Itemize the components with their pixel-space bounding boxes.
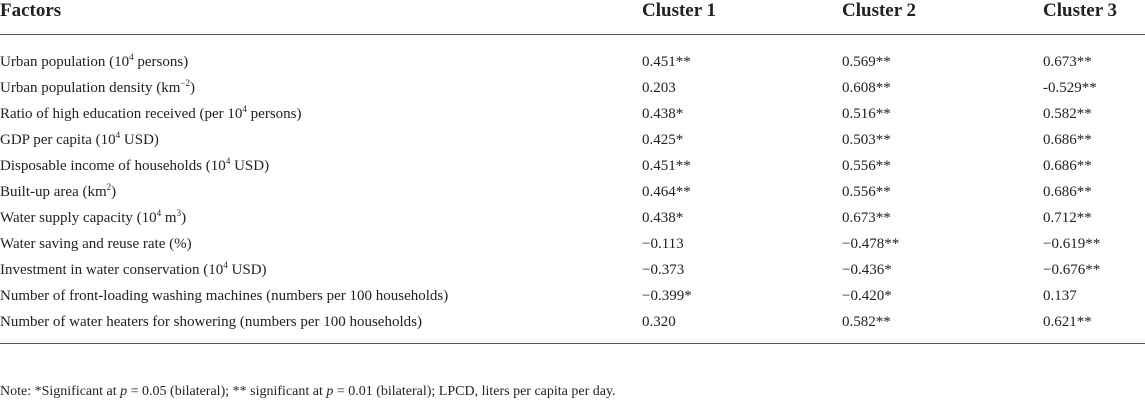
cell-cluster-2: −0.420*	[842, 288, 892, 304]
table-row	[0, 75, 1145, 101]
header-factors: Factors	[0, 0, 642, 35]
cell-cluster-3: -0.529**	[1043, 80, 1097, 96]
factor-text-suffix: )	[111, 184, 117, 200]
cell-cluster-3: 0.686**	[1043, 184, 1092, 200]
factor-text: Investment in water conservation (10	[0, 262, 224, 278]
factor-superscript: 4	[223, 260, 228, 270]
cell-cluster-1: 0.438*	[642, 210, 684, 226]
table-header	[0, 0, 1145, 35]
cell-cluster-2: 0.516**	[842, 106, 891, 122]
factor-text-suffix-2: )	[181, 210, 187, 226]
header-cluster-3: Cluster 3	[1043, 0, 1145, 35]
factor-text-suffix: USD)	[120, 132, 159, 148]
note-mid-2: = 0.01 (bilateral); LPCD, liters per capita per day.	[333, 384, 616, 399]
cell-cluster-1: 0.451**	[642, 158, 691, 174]
table-row	[0, 153, 1145, 179]
cell-cluster-2: −0.436*	[842, 262, 892, 278]
cell-factor	[0, 231, 642, 257]
cell-cluster-3: −0.676**	[1043, 262, 1101, 278]
cell-factor	[0, 309, 642, 343]
cell-cluster-1: −0.399*	[642, 288, 692, 304]
factor-text: Built-up area (km	[0, 184, 107, 200]
table-row	[0, 309, 1145, 343]
factor-text-suffix: persons)	[133, 54, 189, 70]
cell-factor	[0, 127, 642, 153]
cell-cluster-2: 0.582**	[842, 314, 891, 330]
factor-text: Number of water heaters for showering (numbers per 100 households)	[0, 314, 422, 330]
cell-cluster-3: 0.582**	[1043, 106, 1092, 122]
note-mid-1: = 0.05 (bilateral); ** significant at	[127, 384, 327, 399]
table-row	[0, 231, 1145, 257]
factor-text-suffix: m	[161, 210, 177, 226]
cell-cluster-3: 0.686**	[1043, 132, 1092, 148]
factor-text: Ratio of high education received (per 10	[0, 106, 243, 122]
factor-superscript: 4	[225, 156, 231, 166]
factor-text: Number of front-loading washing machines (numbers per 100 households)	[0, 288, 449, 304]
factor-superscript-2: 3	[176, 208, 182, 218]
cell-cluster-1: −0.113	[642, 236, 684, 252]
factor-superscript: 4	[129, 52, 134, 62]
factor-superscript: 4	[156, 208, 162, 218]
cell-cluster-3: 0.686**	[1043, 158, 1092, 174]
table-row	[0, 127, 1145, 153]
factor-text: Disposable income of households (10	[0, 158, 226, 174]
factor-text-suffix: )	[189, 80, 195, 96]
cell-cluster-1: 0.438*	[642, 106, 684, 122]
cell-factor	[0, 101, 642, 127]
cell-cluster-2: 0.608**	[842, 80, 891, 96]
cell-factor	[0, 179, 642, 205]
factor-superscript: 4	[115, 130, 121, 140]
cell-cluster-3: 0.673**	[1043, 54, 1092, 70]
factor-text: Water supply capacity (10	[0, 210, 157, 226]
note-p-symbol-1: p	[120, 384, 128, 399]
note-p-symbol-2: p	[326, 384, 334, 399]
factor-text: Urban population density (km	[0, 80, 181, 96]
table-row	[0, 257, 1145, 283]
factor-text: Water saving and reuse rate (%)	[0, 236, 192, 252]
cell-cluster-1: 0.425*	[642, 132, 684, 148]
table-row	[0, 179, 1145, 205]
header-row	[0, 0, 1145, 35]
cell-cluster-1: 0.451**	[642, 54, 691, 70]
factor-text: Urban population (10	[0, 54, 130, 70]
cell-factor	[0, 35, 642, 76]
factor-text-suffix: USD)	[230, 158, 270, 174]
table-row	[0, 35, 1145, 76]
cell-cluster-2: 0.556**	[842, 158, 891, 174]
table-row	[0, 101, 1145, 127]
cell-cluster-3: 0.137	[1043, 288, 1077, 304]
factor-text-suffix: persons)	[246, 106, 302, 122]
cell-cluster-2: 0.556**	[842, 184, 891, 200]
table-body	[0, 35, 1145, 344]
cell-cluster-1: −0.373	[642, 262, 685, 278]
factor-superscript: 2	[106, 182, 112, 192]
table-bottom-rule	[0, 343, 1145, 344]
header-cluster-1: Cluster 1	[642, 0, 842, 35]
cell-cluster-3: 0.712**	[1043, 210, 1092, 226]
factor-superscript: 4	[242, 104, 247, 114]
cell-cluster-2: 0.569**	[842, 54, 891, 70]
note-prefix: Note: *Significant at	[0, 384, 121, 399]
factor-text-suffix: USD)	[227, 262, 267, 278]
header-cluster-2: Cluster 2	[842, 0, 1043, 35]
cell-factor	[0, 283, 642, 309]
table-row	[0, 283, 1145, 309]
cell-factor	[0, 205, 642, 231]
table-note	[0, 384, 616, 400]
cell-factor	[0, 75, 642, 101]
factor-text: GDP per capita (10	[0, 132, 116, 148]
cell-factor	[0, 257, 642, 283]
cell-factor	[0, 153, 642, 179]
cell-cluster-2: −0.478**	[842, 236, 900, 252]
cell-cluster-1: 0.464**	[642, 184, 691, 200]
cell-cluster-1: 0.203	[642, 80, 676, 96]
cell-cluster-3: 0.621**	[1043, 314, 1092, 330]
table-row	[0, 205, 1145, 231]
cell-cluster-1: 0.320	[642, 314, 676, 330]
cell-cluster-2: 0.503**	[842, 132, 891, 148]
factor-superscript: −2	[180, 78, 190, 88]
cell-cluster-3: −0.619**	[1043, 236, 1101, 252]
cell-cluster-2: 0.673**	[842, 210, 891, 226]
